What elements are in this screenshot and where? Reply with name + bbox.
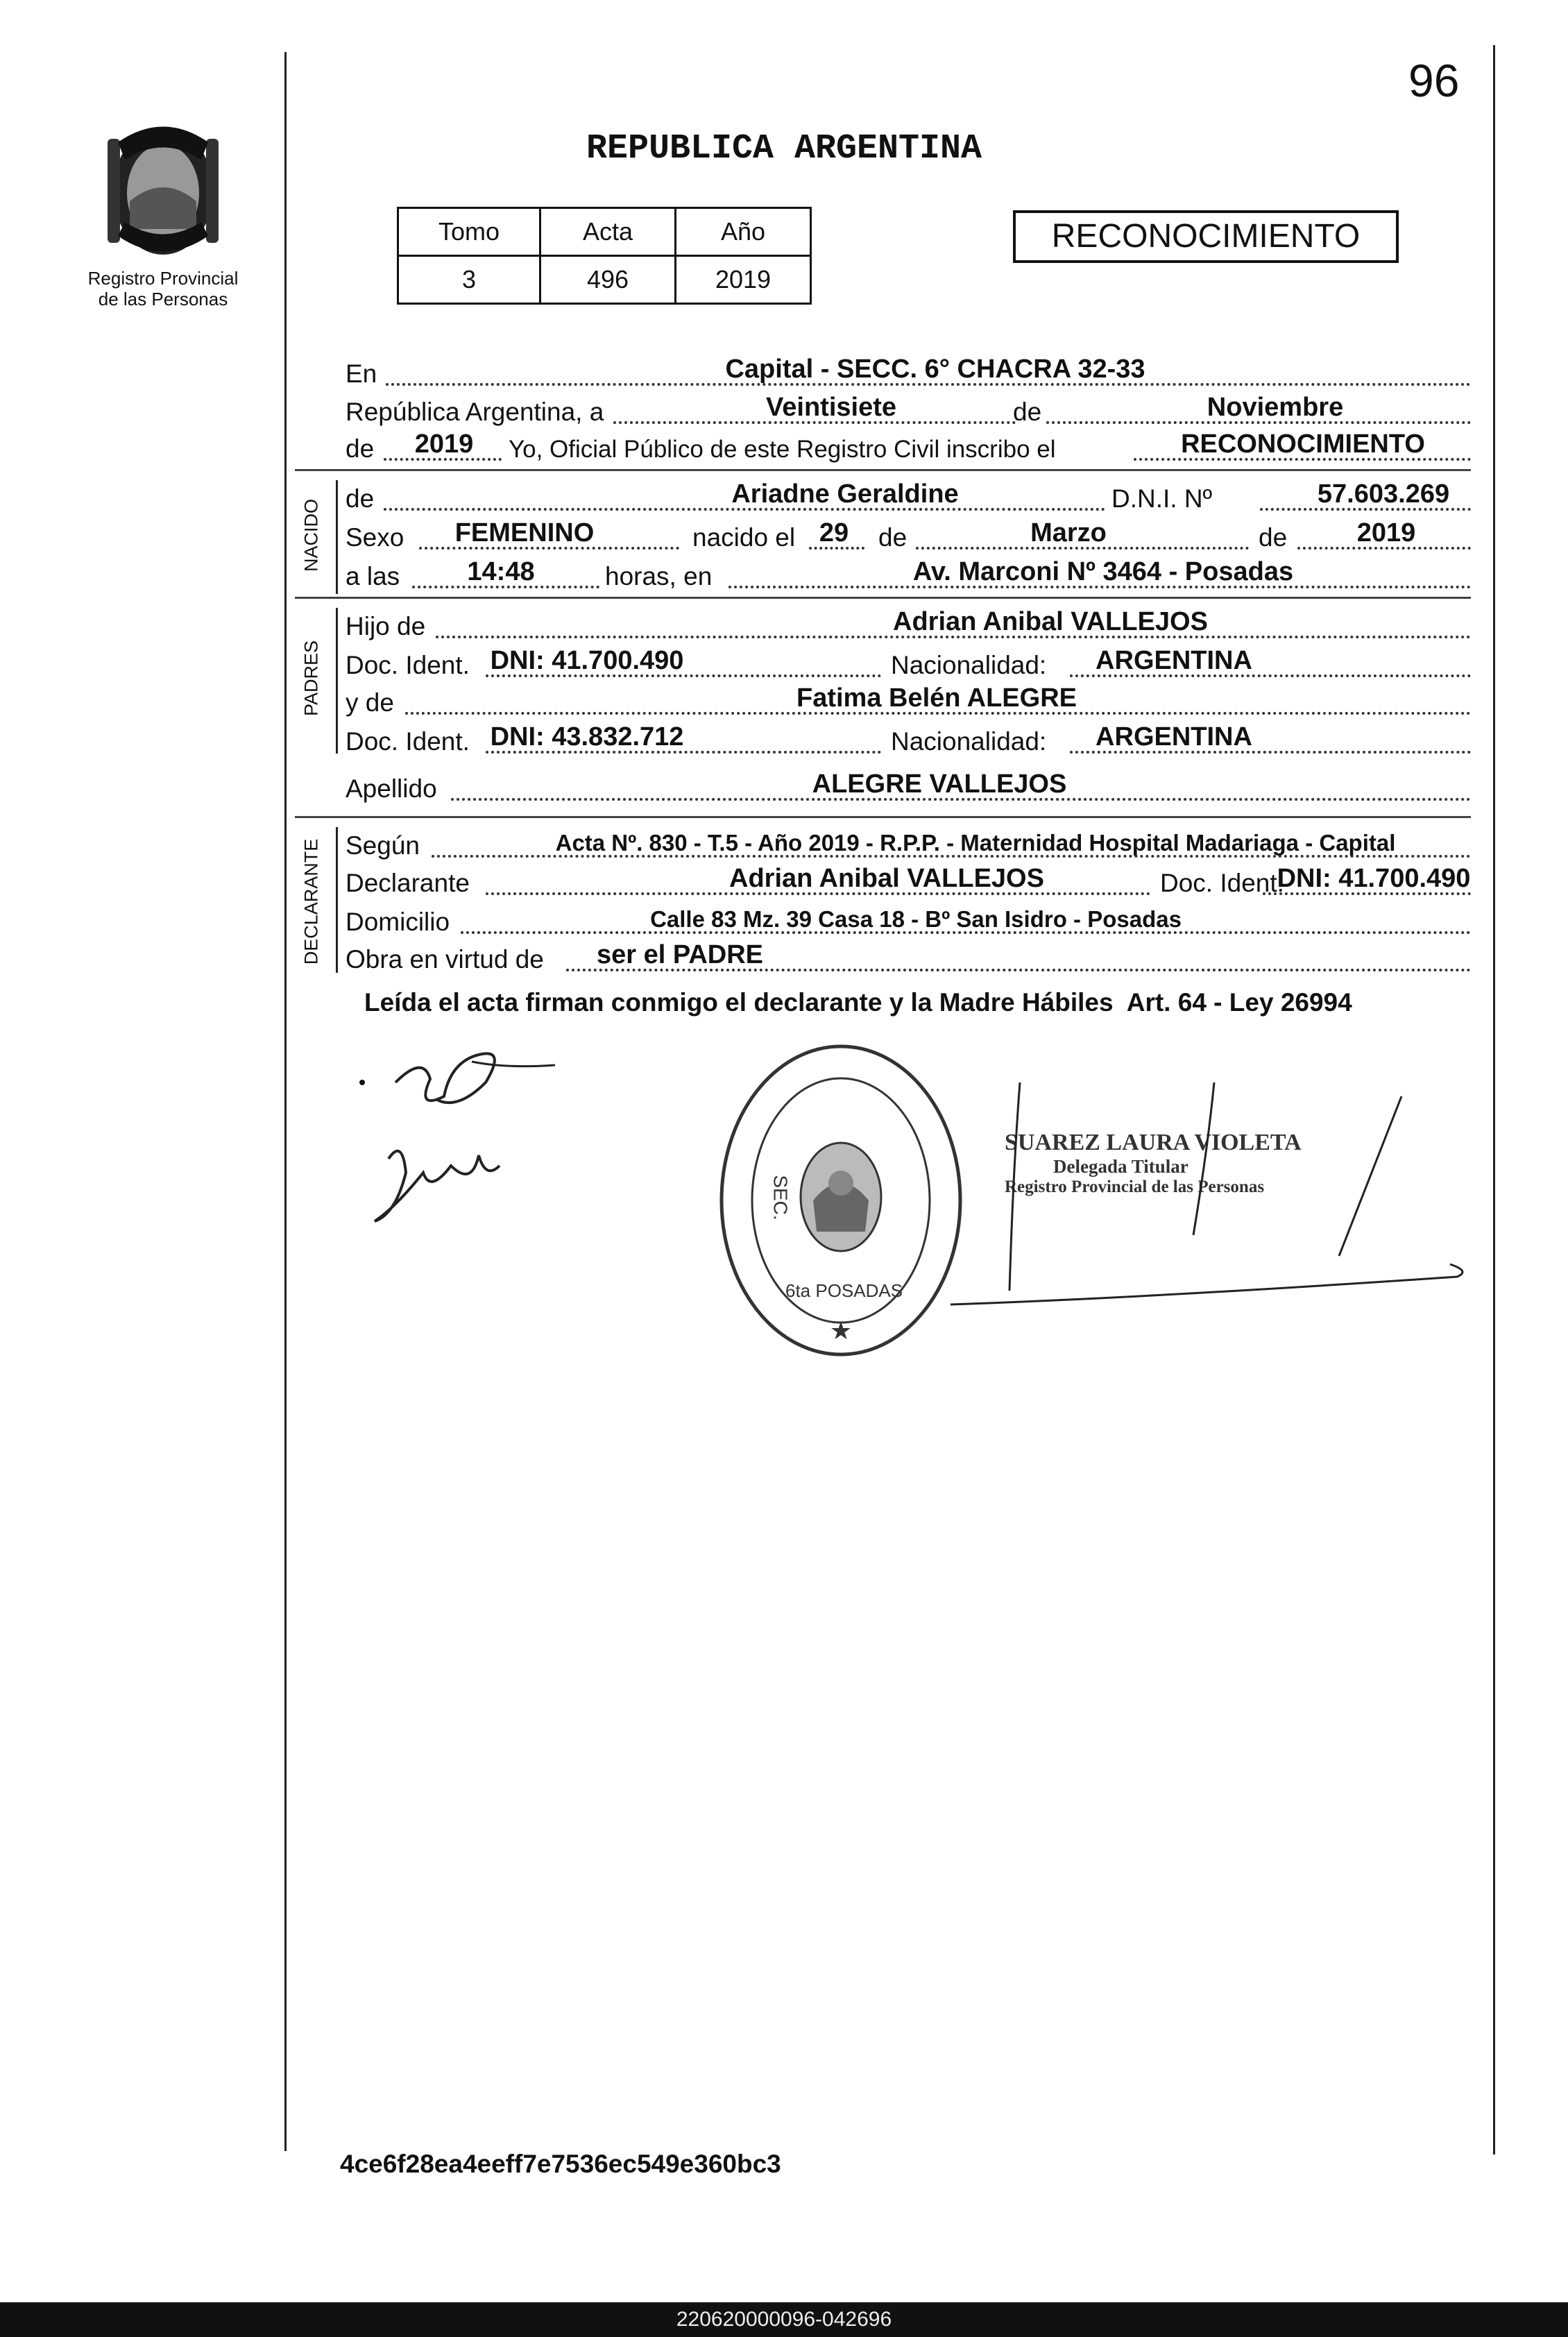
row-segun — [346, 826, 1471, 865]
apellido-value: ALEGRE VALLEJOS — [812, 770, 1067, 799]
dia-value: Veintisiete — [766, 393, 896, 422]
doc2-value: DNI: 43.832.712 — [490, 722, 684, 751]
acta-value: 496 — [540, 256, 676, 304]
y-de-label: y de — [346, 688, 394, 717]
padres-label: PADRES — [300, 640, 322, 717]
de-label: de — [1013, 398, 1042, 426]
row-anio-oficial — [346, 429, 1471, 468]
padres-bracket — [336, 608, 338, 754]
nacido-anio-value: 2019 — [1356, 518, 1416, 547]
nac1-value: ARGENTINA — [1096, 646, 1252, 675]
row-domicilio — [346, 902, 1471, 941]
de-label-2: de — [346, 434, 375, 463]
official-role: Delegada Titular — [1053, 1156, 1188, 1177]
padre-value: Adrian Anibal VALLEJOS — [893, 607, 1208, 636]
doc1-label: Doc. Ident. — [346, 651, 470, 679]
en-value: Capital - SECC. 6° CHACRA 32-33 — [725, 355, 1145, 384]
nac1-label: Nacionalidad: — [891, 651, 1047, 679]
row-nombre — [346, 479, 1471, 518]
right-margin-line — [1493, 45, 1495, 2155]
nacido-de-label: de — [878, 523, 907, 552]
tomo-header: Tomo — [398, 208, 540, 256]
segun-label: Según — [346, 831, 420, 860]
row-hora-lugar — [346, 556, 1471, 595]
row-sexo — [346, 518, 1471, 556]
nacido-label: NACIDO — [300, 499, 322, 572]
madre-value: Fatima Belén ALEGRE — [796, 683, 1077, 713]
left-margin-line — [284, 52, 287, 2151]
emblem-caption — [69, 268, 257, 309]
nacido-bracket — [336, 480, 338, 594]
decl-doc-label: Doc. Ident. — [1160, 869, 1284, 897]
mes-value: Noviembre — [1207, 393, 1344, 422]
emblem-caption-line1: Registro Provincial — [87, 268, 239, 289]
declarante-field-label: Declarante — [346, 869, 470, 897]
official-office: Registro Provincial de las Personas — [1005, 1178, 1265, 1196]
declarante-value: Adrian Anibal VALLEJOS — [729, 864, 1044, 893]
a-las-label: a las — [346, 562, 400, 590]
obra-value: ser el PADRE — [596, 940, 764, 969]
obra-label: Obra en virtud de — [346, 945, 544, 974]
nac2-label: Nacionalidad: — [891, 727, 1047, 756]
nombre-value: Ariadne Geraldine — [731, 479, 959, 509]
doc1-value: DNI: 41.700.490 — [490, 646, 684, 675]
hora-value: 14:48 — [467, 557, 535, 586]
inscribo-value: RECONOCIMIENTO — [1181, 430, 1425, 459]
row-republica — [346, 392, 1471, 431]
tomo-acta-anio-table — [397, 207, 812, 305]
republica-label: República Argentina, a — [346, 398, 604, 426]
official-signature-icon — [944, 1069, 1471, 1318]
nombre-label: de — [346, 484, 375, 513]
document-hash: 4ce6f28ea4eeff7e7536ec549e360bc3 — [340, 2150, 781, 2178]
nacido-mes-value: Marzo — [1030, 518, 1107, 547]
divider-2 — [295, 597, 1471, 599]
sexo-value: FEMENINO — [454, 518, 595, 547]
act-type-box: RECONOCIMIENTO — [1013, 210, 1399, 263]
decl-doc-value: DNI: 41.700.490 — [1277, 864, 1471, 893]
nacido-dia-value: 29 — [819, 518, 849, 547]
lugar-value: Av. Marconi Nº 3464 - Posadas — [912, 557, 1294, 586]
domicilio-value: Calle 83 Mz. 39 Casa 18 - Bº San Isidro - Posadas — [650, 906, 1182, 932]
acta-header: Acta — [540, 208, 676, 256]
row-obra — [346, 940, 1471, 978]
document-title: REPUBLICA ARGENTINA — [586, 129, 982, 169]
seal-inner-bottom: 6ta POSADAS — [785, 1280, 903, 1301]
declarante-bracket — [336, 827, 338, 973]
anio-value-text: 2019 — [414, 430, 474, 459]
divider-1 — [295, 469, 1471, 471]
horas-en-label: horas, en — [605, 562, 713, 590]
divider-3 — [295, 816, 1471, 818]
page-number: 96 — [1408, 55, 1460, 106]
svg-text:★: ★ — [829, 1316, 853, 1345]
footer-code: 220620000096-042696 — [676, 2308, 892, 2331]
tomo-value: 3 — [398, 256, 540, 304]
apellido-label: Apellido — [346, 774, 437, 803]
row-apellido — [346, 769, 1471, 808]
dni-label: D.N.I. Nº — [1111, 484, 1213, 513]
anio-header: Año — [676, 208, 811, 256]
en-label: En — [346, 359, 377, 388]
declarante-label: DECLARANTE — [300, 838, 322, 965]
row-doc-padre — [346, 645, 1471, 684]
row-declarante — [346, 863, 1471, 902]
official-name: SUAREZ LAURA VIOLETA — [1005, 1130, 1302, 1155]
oficial-text: Yo, Oficial Público de este Registro Civil inscribo el — [509, 436, 1056, 463]
row-y-de — [346, 683, 1471, 722]
emblem-caption-line2: de las Personas — [98, 289, 228, 309]
domicilio-label: Domicilio — [346, 908, 450, 936]
hijo-de-label: Hijo de — [346, 612, 426, 640]
nacido-el-label: nacido el — [692, 523, 796, 552]
footer-code-bar — [0, 2302, 1568, 2337]
nacido-de-label-2: de — [1259, 523, 1288, 552]
sexo-label: Sexo — [346, 523, 404, 552]
row-doc-madre — [346, 722, 1471, 760]
doc2-label: Doc. Ident. — [346, 727, 470, 756]
official-seal — [716, 1041, 966, 1360]
row-en — [346, 354, 1471, 393]
row-hijo-de — [346, 606, 1471, 645]
closing-text: Leída el acta firman conmigo el declarante y la Madre Hábiles Art. 64 - Ley 26994 — [364, 988, 1352, 1017]
seal-inner-left: SEC. — [769, 1175, 792, 1221]
nac2-value: ARGENTINA — [1096, 722, 1252, 751]
anio-value: 2019 — [676, 256, 811, 304]
dni-value: 57.603.269 — [1317, 479, 1450, 509]
segun-value: Acta Nº. 830 - T.5 - Año 2019 - R.P.P. - Maternidad Hospital Madariaga - Capital — [555, 830, 1396, 856]
declarante-signature-icon — [347, 1034, 569, 1256]
